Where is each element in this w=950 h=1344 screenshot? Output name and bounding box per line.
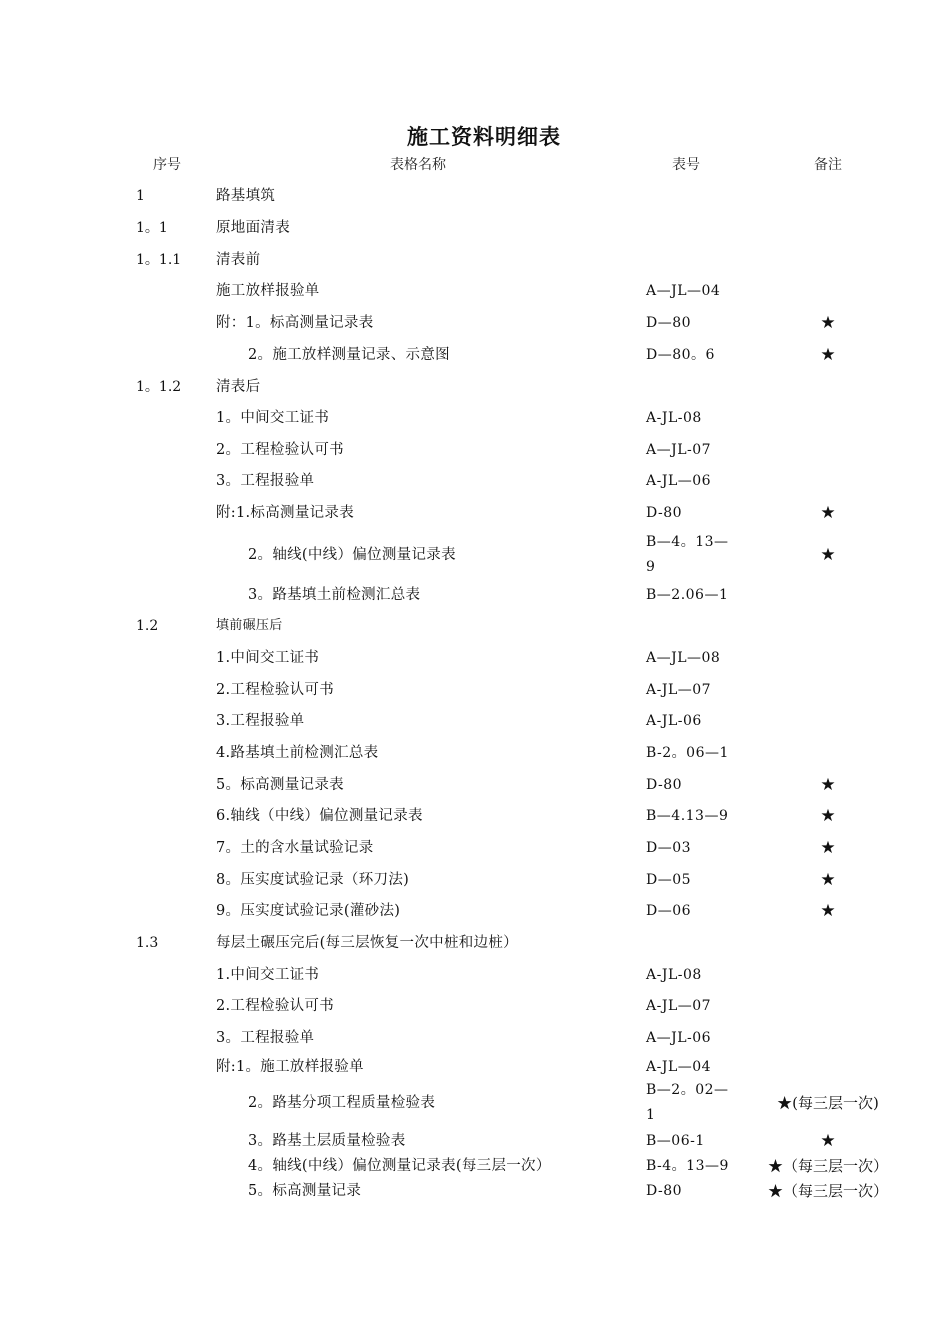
row-name: 9。压实度试验记录(灌砂法) <box>216 903 401 919</box>
table-row <box>0 741 950 765</box>
row-name: 附:1。施工放样报验单 <box>216 1059 364 1075</box>
row-name: 2.工程检验认可书 <box>216 998 335 1014</box>
row-number: 1。1.2 <box>136 379 182 395</box>
row-code: B-4。13—9 <box>646 1158 729 1174</box>
table-row <box>0 583 950 607</box>
row-code: A—JL-06 <box>646 1030 712 1046</box>
table-row <box>0 469 950 493</box>
row-code: B—06-1 <box>646 1133 705 1149</box>
row-note: ★ <box>820 545 836 565</box>
row-name: 原地面清表 <box>216 220 290 236</box>
table-row <box>0 279 950 303</box>
table-row <box>0 248 950 272</box>
row-code: A-JL—07 <box>646 998 712 1014</box>
table-row <box>0 994 950 1018</box>
row-name: 2.工程检验认可书 <box>216 682 335 698</box>
row-name: 3。工程报验单 <box>216 473 315 489</box>
table-row <box>0 899 950 923</box>
row-code: D—80 <box>646 315 692 331</box>
row-code: B—2.06—1 <box>646 587 729 603</box>
row-name: 6.轴线（中线）偏位测量记录表 <box>216 808 423 824</box>
table-row <box>0 868 950 892</box>
row-name: 每层土碾压完后(每三层恢复一次中桩和边桩） <box>216 935 518 951</box>
row-note: ★ <box>820 775 836 795</box>
row-name: 施工放样报验单 <box>216 283 320 299</box>
row-name: 1.中间交工证书 <box>216 650 320 666</box>
row-name: 2。路基分项工程质量检验表 <box>248 1095 436 1111</box>
row-name: 7。土的含水量试验记录 <box>216 840 374 856</box>
row-name: 5。标高测量记录表 <box>216 777 344 793</box>
row-note: ★ <box>820 503 836 523</box>
row-code: D-80 <box>646 1183 683 1199</box>
table-row <box>0 963 950 987</box>
table-row <box>0 931 950 955</box>
row-code: D—80。6 <box>646 347 715 363</box>
table-row <box>0 184 950 208</box>
row-note: ★ <box>820 806 836 826</box>
table-row <box>0 773 950 797</box>
row-note: ★ <box>820 1131 836 1151</box>
table-row <box>0 1082 950 1123</box>
row-number: 1.2 <box>136 618 159 634</box>
row-number: 1。1.1 <box>136 252 182 268</box>
header-note: 备注 <box>814 157 842 173</box>
table-row <box>0 534 950 575</box>
row-number: 1 <box>136 188 145 204</box>
row-note: ★ <box>820 901 836 921</box>
row-code: D—06 <box>646 903 692 919</box>
row-number: 1.3 <box>136 935 159 951</box>
row-code-line1: B—4。13— <box>646 534 729 550</box>
table-row <box>0 438 950 462</box>
table-row <box>0 501 950 525</box>
row-code: A-JL—06 <box>646 473 712 489</box>
row-note: ★ <box>820 313 836 333</box>
row-name: 5。标高测量记录 <box>248 1183 362 1199</box>
row-note: ★ <box>820 838 836 858</box>
row-name: 3.工程报验单 <box>216 713 305 729</box>
row-name: 3。工程报验单 <box>216 1030 315 1046</box>
row-note: ★（每三层一次） <box>767 1157 888 1175</box>
table-row <box>0 804 950 828</box>
table-row <box>0 614 950 638</box>
row-name: 附：1。标高测量记录表 <box>216 315 374 331</box>
row-name: 2。施工放样测量记录、示意图 <box>248 347 450 363</box>
table-row <box>0 1026 950 1050</box>
row-name: 3。路基填土前检测汇总表 <box>248 587 421 603</box>
row-code: B-2。06—1 <box>646 745 729 761</box>
table-row <box>0 1129 950 1153</box>
table-row <box>0 375 950 399</box>
row-code: A-JL-08 <box>646 410 702 426</box>
row-code: A-JL—07 <box>646 682 712 698</box>
row-name: 清表后 <box>216 379 261 395</box>
row-code: D—03 <box>646 840 692 856</box>
table-row <box>0 836 950 860</box>
row-code-line2: 1 <box>646 1107 656 1123</box>
row-code: B—4.13—9 <box>646 808 729 824</box>
row-note: ★(每三层一次) <box>777 1094 879 1112</box>
row-code: A—JL—04 <box>646 283 721 299</box>
row-name: 2。轴线(中线）偏位测量记录表 <box>248 547 456 563</box>
table-row <box>0 343 950 367</box>
row-code: A—JL—08 <box>646 650 721 666</box>
row-code: A-JL-08 <box>646 967 702 983</box>
table-row <box>0 646 950 670</box>
row-name: 4.路基填土前检测汇总表 <box>216 745 379 761</box>
row-number: 1。1 <box>136 220 168 236</box>
header-seq: 序号 <box>153 157 181 173</box>
row-name: 8。压实度试验记录（环刀法) <box>216 872 410 888</box>
row-name: 2。工程检验认可书 <box>216 442 344 458</box>
table-row <box>0 406 950 430</box>
row-code-line1: B—2。02— <box>646 1082 729 1098</box>
table-row <box>0 1055 950 1079</box>
row-code: A-JL-06 <box>646 713 702 729</box>
row-name: 1。中间交工证书 <box>216 410 330 426</box>
row-name: 路基填筑 <box>216 188 276 204</box>
row-note: ★（每三层一次） <box>767 1182 888 1200</box>
table-row <box>0 311 950 335</box>
row-name: 1.中间交工证书 <box>216 967 320 983</box>
row-code: D-80 <box>646 505 683 521</box>
header-code: 表号 <box>672 157 700 173</box>
row-note: ★ <box>820 870 836 890</box>
row-name: 清表前 <box>216 252 261 268</box>
row-code <box>646 1078 729 1128</box>
row-code: D-80 <box>646 777 683 793</box>
row-code <box>646 530 729 580</box>
row-code: A-JL—04 <box>646 1059 712 1075</box>
row-code: D—05 <box>646 872 692 888</box>
row-name: 4。轴线(中线）偏位测量记录表(每三层一次） <box>248 1158 551 1174</box>
row-name: 附:1.标高测量记录表 <box>216 505 355 521</box>
row-name: 3。路基土层质量检验表 <box>248 1133 406 1149</box>
row-name: 填前碾压后 <box>216 618 283 633</box>
table-row <box>0 216 950 240</box>
table-row <box>0 1179 950 1203</box>
header-name: 表格名称 <box>390 157 446 173</box>
table-row <box>0 1154 950 1178</box>
row-code: A—JL-07 <box>646 442 712 458</box>
page-title: 施工资料明细表 <box>407 124 561 149</box>
table-row <box>0 709 950 733</box>
table-row <box>0 678 950 702</box>
row-code-line2: 9 <box>646 559 656 575</box>
row-note: ★ <box>820 345 836 365</box>
